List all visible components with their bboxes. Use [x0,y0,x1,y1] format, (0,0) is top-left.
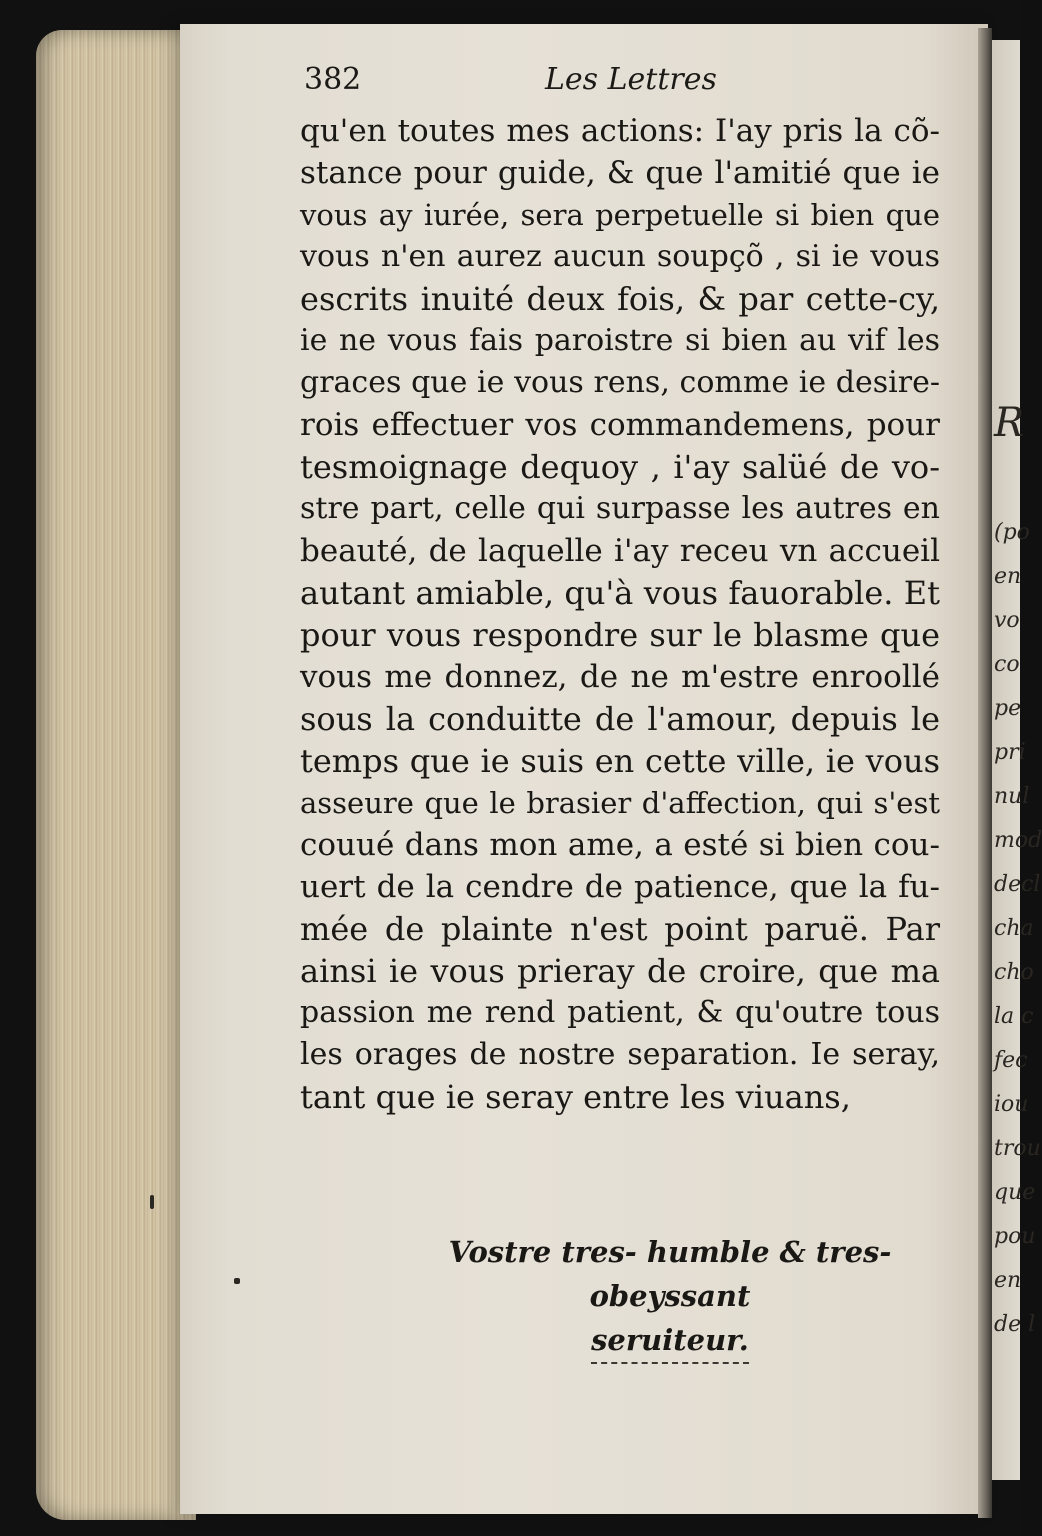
page-edges [36,30,196,1520]
text-line: sous la conduitte de l'amour, depuis le [300,700,940,738]
text-line: tesmoignage dequoy , i'ay salüé de vo- [300,448,940,486]
facing-page-edge [992,40,1042,1480]
facing-fragment: de l [994,1312,1036,1337]
text-line: uert de la cendre de patience, que la fu- [300,869,940,905]
facing-fragment: iou [994,1092,1029,1117]
text-line: stre part, celle qui surpasse les autres en [300,491,940,526]
book-gutter [978,28,992,1518]
text-line: pour vous respondre sur le blasme que [300,616,940,654]
text-line: les orages de nostre separation. Ie seray, [300,1037,940,1072]
subscription-line: Vostre tres- humble & tres- obeyssant [448,1235,892,1313]
running-head [300,62,940,102]
text-line: asseure que le brasier d'affection, qui s'est [300,786,940,820]
text-line: tant que ie seray entre les viuans, [300,1078,851,1116]
text-line: stance pour guide, & que l'amitié que ie [300,155,940,191]
facing-fragment: en [994,1268,1022,1293]
facing-fragment: cho [994,960,1034,985]
text-line: ie ne vous fais paroistre si bien au vif les [300,323,940,358]
text-line: rois effectuer vos commandemens, pour [300,407,940,443]
facing-fragment: pe [994,696,1022,721]
facing-fragment: decl [994,872,1041,897]
text-line: vous ay iurée, sera perpetuelle si bien que [300,198,940,232]
letter-subscription [410,1230,930,1364]
facing-fragment: en [994,564,1022,589]
facing-fragment: (po [994,520,1030,545]
facing-fragment: pou [994,1224,1036,1249]
page-number: 382 [304,62,362,97]
facing-fragment: R [994,400,1025,446]
facing-fragment: co [994,652,1020,677]
text-line: vous me donnez, de ne m'estre enroollé [300,659,940,695]
ink-speck [150,1195,154,1209]
text-line: vous n'en aurez aucun soupçõ , si ie vous [300,239,940,274]
text-line: qu'en toutes mes actions: I'ay pris la cõ- [300,113,940,149]
facing-fragment: la c [994,1004,1034,1029]
facing-fragment: cha [994,916,1034,941]
text-line: mée de plainte n'est point paruë. Par [300,910,940,948]
subscription-signature: seruiteur. [591,1318,749,1364]
text-line: autant amiable, qu'à vous fauorable. Et [300,574,940,612]
facing-fragment: que [994,1180,1036,1205]
facing-fragment: nul [994,784,1030,809]
facing-fragment: fec [994,1048,1028,1073]
text-line: ainsi ie vous prieray de croire, que ma [300,952,940,990]
facing-fragment: trou [994,1136,1041,1161]
text-line: escrits inuité deux fois, & par cette-cy, [300,280,940,318]
facing-fragment: pri [994,740,1026,765]
ink-speck [234,1278,240,1284]
text-line: temps que ie suis en cette ville, ie vous [300,742,940,780]
text-line: passion me rend patient, & qu'outre tous [300,995,940,1030]
facing-fragment: mod [994,828,1042,853]
text-line: couué dans mon ame, a esté si bien cou- [300,827,940,863]
facing-fragment: vo [994,608,1020,633]
running-title: Les Lettres [545,62,717,97]
letter-body [300,110,940,1118]
text-line: beauté, de laquelle i'ay receu vn accueil [300,533,940,569]
text-line: graces que ie vous rens, comme ie desire- [300,365,940,400]
